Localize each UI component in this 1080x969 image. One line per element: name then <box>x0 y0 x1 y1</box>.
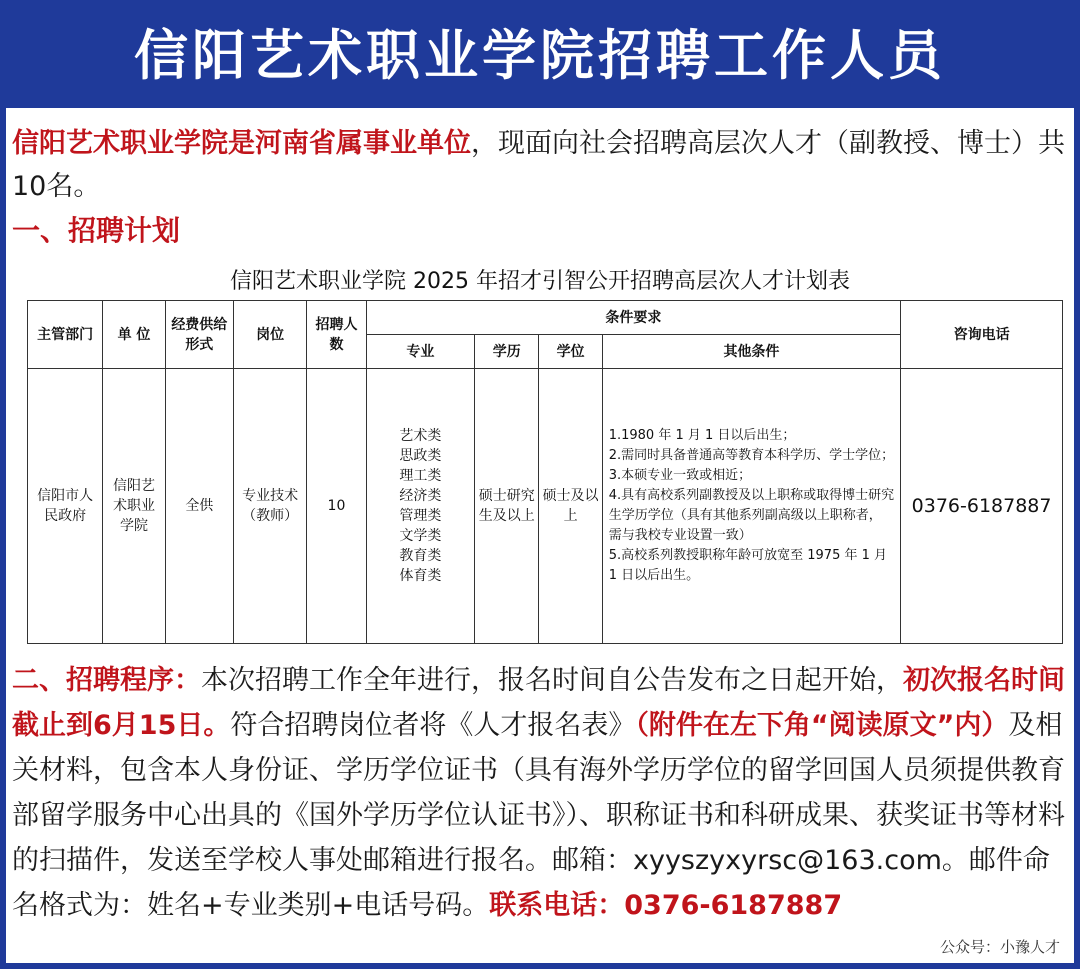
major-item: 教育类 <box>399 548 442 564</box>
cell-phone: 0376-6187887 <box>901 369 1063 644</box>
cell-degree: 硕士及以上 <box>539 369 602 644</box>
condition-item: 3.本硕专业一致或相近； <box>608 468 752 483</box>
condition-item: 1.1980 年 1 月 1 日以后出生； <box>608 428 796 443</box>
banner-title: 信阳艺术职业学院招聘工作人员 <box>6 6 1074 108</box>
condition-item: 4.具有高校系列副教授及以上职称或取得博士研究生学历学位（具有其他系列副高级以上职称者，需与我校专业设置一致） <box>608 488 895 543</box>
major-item: 理工类 <box>399 468 442 484</box>
condition-item: 5.高校系列教授职称年龄可放宽至 1975 年 1 月 1 日以后出生。 <box>608 548 888 583</box>
section1-heading <box>12 209 1068 252</box>
header-other: 其他条件 <box>602 335 900 369</box>
cell-unit: 信阳艺术职业学院 <box>103 369 165 644</box>
header-count: 招聘人数 <box>307 301 366 369</box>
recruitment-plan-table <box>27 300 1063 644</box>
section1-heading-text: 一、招聘计划 <box>12 214 181 247</box>
condition-item: 2.需同时具备普通高等教育本科学历、学士学位； <box>608 448 895 463</box>
section2-paragraph <box>12 658 1068 928</box>
section2-text2: 符合招聘岗位者将《人才报名表》 <box>230 710 636 741</box>
major-item: 经济类 <box>399 488 442 504</box>
table-title: 信阳艺术职业学院 2025 年招才引智公开招聘高层次人才计划表 <box>230 269 850 294</box>
section2-text1: 本次招聘工作全年进行，报名时间自公告发布之日起开始， <box>201 665 903 696</box>
header-conditions: 条件要求 <box>366 301 901 335</box>
header-position: 岗位 <box>233 301 306 369</box>
major-item: 思政类 <box>399 448 442 464</box>
section2-heading: 二、招聘程序： <box>12 665 201 696</box>
cell-dept: 信阳市人民政府 <box>28 369 103 644</box>
header-funding: 经费供给形式 <box>165 301 233 369</box>
header-degree: 学位 <box>539 335 602 369</box>
cell-education: 硕士研究生及以上 <box>475 369 539 644</box>
header-major: 专业 <box>366 335 475 369</box>
major-item: 体育类 <box>399 568 442 584</box>
cell-count: 10 <box>307 369 366 644</box>
major-item: 管理类 <box>399 508 442 524</box>
intro-highlight: 信阳艺术职业学院是河南省属事业单位 <box>12 128 471 159</box>
intro-rest: ，现面向社会招聘高层次人才（副教授、博士）共10名。 <box>12 128 1065 202</box>
section2-attachment: （附件在左下角“阅读原文”内） <box>635 710 1009 741</box>
major-item: 艺术类 <box>399 428 442 444</box>
header-education: 学历 <box>475 335 539 369</box>
header-dept: 主管部门 <box>28 301 103 369</box>
cell-position: 专业技术（教师） <box>233 369 306 644</box>
section2-deadline: 初次报名时间截止到6月15日。 <box>12 665 1065 741</box>
section2-contact: 联系电话：0376-6187887 <box>489 890 843 921</box>
watermark: 公众号：小豫人才 <box>939 938 1060 956</box>
header-phone: 咨询电话 <box>901 301 1063 369</box>
major-item: 文学类 <box>399 528 442 544</box>
cell-funding: 全供 <box>165 369 233 644</box>
cell-majors <box>366 369 475 644</box>
header-unit: 单 位 <box>103 301 165 369</box>
section2-text3: 及相关材料，包含本人身份证、学历学位证书（具有海外学历学位的留学回国人员须提供教育部留学服务中心出具的《国外学历学位认证书》）、职称证书和科研成果、获奖证书等材料的扫描件，发送至学校人事处邮箱进行报名。邮箱：xyyszyxyrsc@163.com。邮件命名格式为：姓名+专业类别+电话号码。 <box>12 710 1065 921</box>
cell-other-conditions <box>602 369 900 644</box>
intro-paragraph <box>12 122 1068 208</box>
